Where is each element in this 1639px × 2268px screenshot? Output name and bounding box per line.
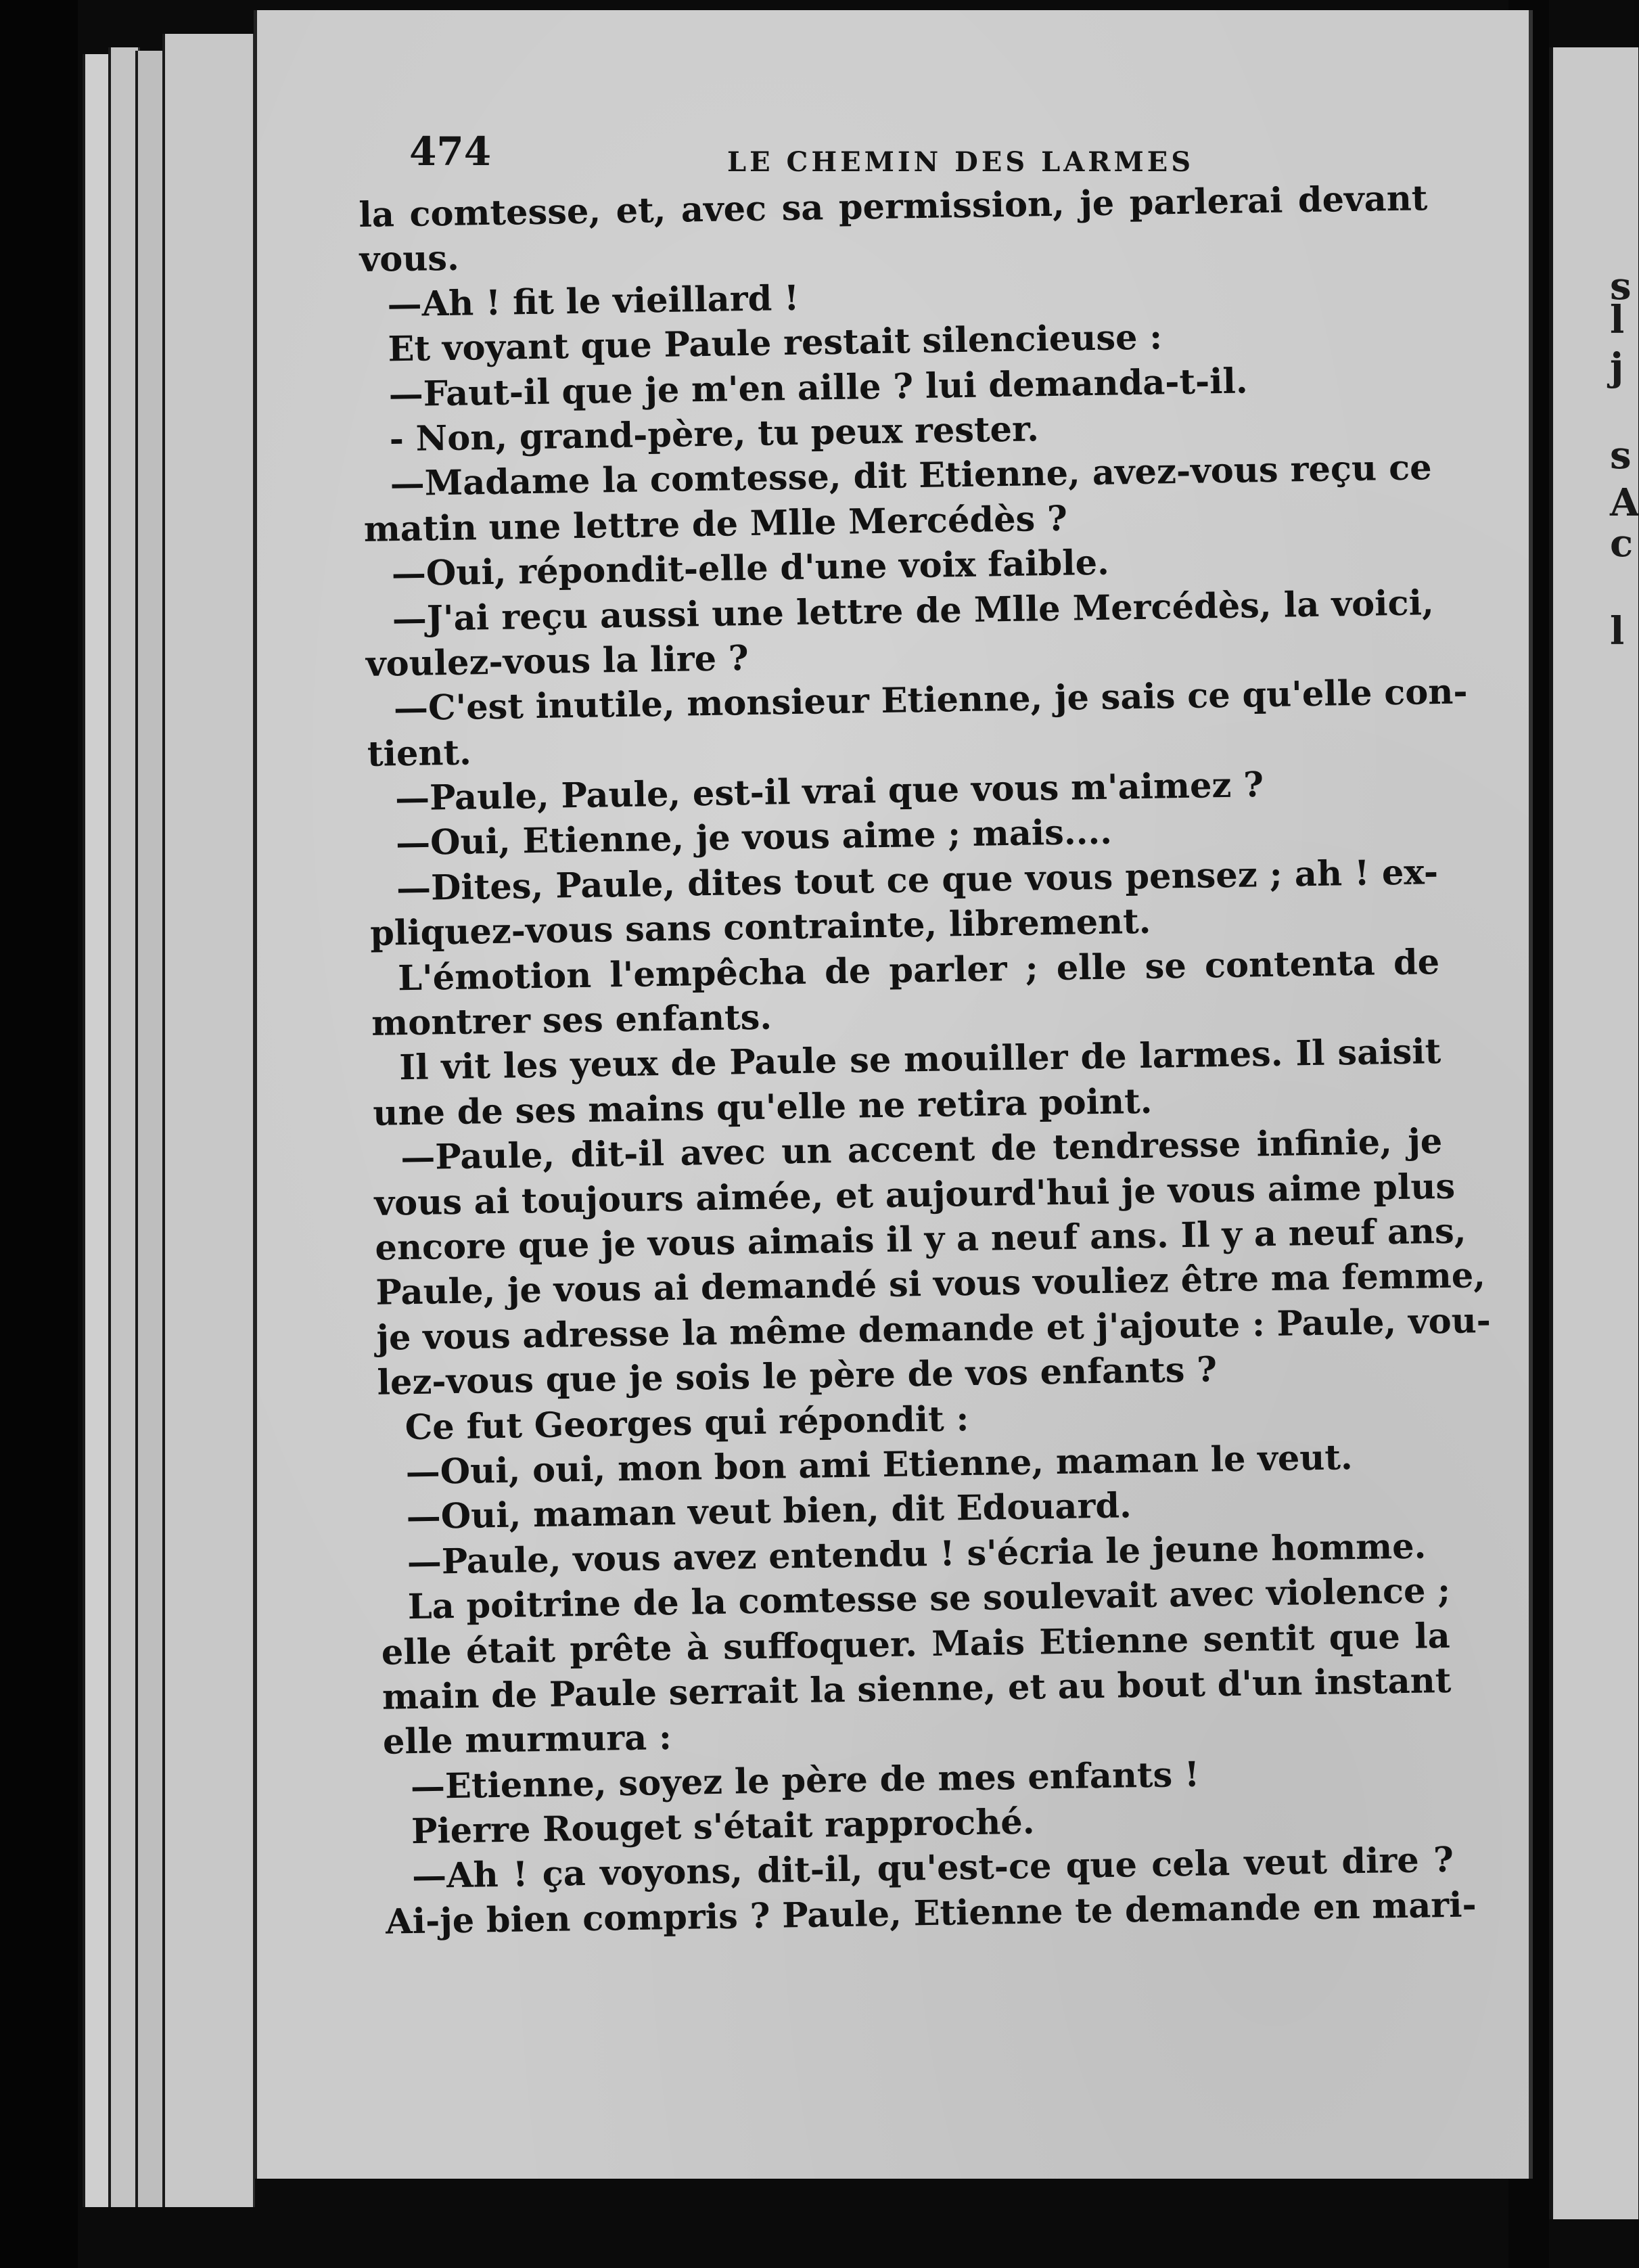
text-line: —Faut-il que je m'en aille ? lui demanda-t-il. (388, 360, 1249, 415)
text-line: —Ah ! fit le vieillard ! (387, 277, 800, 325)
text-line: encore que je vous aimais il y a neuf ans. Il y a neuf ans, (375, 1210, 1467, 1269)
text-line: —Oui, oui, mon bon ami Etienne, maman le veut. (405, 1437, 1354, 1493)
running-title: LE CHEMIN DES LARMES (727, 146, 1195, 178)
text-line: Ai-je bien compris ? Paule, Etienne te demande en mari- (385, 1884, 1477, 1943)
text-line: elle murmura : (382, 1717, 672, 1763)
text-line: —Ah ! ça voyons, dit-il, qu'est-ce que cela veut dire ? (411, 1840, 1454, 1897)
page-header (409, 129, 1410, 183)
text-line: —Oui, répondit-elle d'une voix faible. (391, 542, 1110, 595)
facing-page-fragment: l (1610, 609, 1625, 654)
facing-page-fragment: c (1610, 521, 1634, 566)
body-text (359, 176, 1492, 1945)
text-line: Et voyant que Paule restait silencieuse : (388, 317, 1163, 370)
text-line: Il vit les yeux de Paule se mouiller de larmes. Il saisit (398, 1031, 1441, 1089)
page-number: 474 (409, 129, 492, 175)
text-line: pliquez-vous sans contrainte, librement. (369, 901, 1151, 955)
text-line: main de Paule serrait la sienne, et au bout d'un instant (382, 1660, 1452, 1718)
left-dark-margin (0, 0, 78, 2268)
facing-page-fragment: l (1610, 298, 1625, 342)
text-line: Pierre Rouget s'était rapproché. (411, 1801, 1035, 1853)
text-line: —Madame la comtesse, dit Etienne, avez-vous reçu ce (390, 447, 1433, 505)
book-page (254, 10, 1529, 2179)
facing-page-fragment: j (1610, 345, 1624, 390)
text-line: —Paule, dit-il avec un accent de tendresse infinie, je (400, 1121, 1443, 1179)
text-line: je vous adresse la même demande et j'ajoute : Paule, vou- (376, 1300, 1492, 1359)
text-line: La poitrine de la comtesse se soulevait avec violence ; (407, 1570, 1451, 1628)
text-line: tient. (367, 732, 472, 775)
text-line: —C'est inutile, monsieur Etienne, je sais ce qu'elle con- (393, 671, 1468, 729)
text-line: —J'ai reçu aussi une lettre de Mlle Mercédès, la voici, (392, 582, 1435, 639)
text-line: —Dites, Paule, dites tout ce que vous pensez ; ah ! ex- (396, 851, 1439, 909)
text-line: Paule, je vous ai demandé si vous vouliez être ma femme, (375, 1255, 1486, 1314)
text-line: vous ai toujours aimée, et aujourd'hui je vous aime plus (373, 1166, 1456, 1224)
text-line: —Oui, Etienne, je vous aime ; mais.... (395, 812, 1113, 864)
text-line: —Oui, maman veut bien, dit Edouard. (406, 1485, 1132, 1538)
stacked-page-edge (162, 34, 255, 2207)
text-line: - Non, grand-père, tu peux rester. (389, 409, 1040, 460)
text-line: montrer ses enfants. (371, 997, 772, 1044)
facing-page-edge (1549, 47, 1638, 2219)
text-line: —Paule, Paule, est-il vrai que vous m'aimez ? (394, 765, 1264, 819)
text-line: la comtesse, et, avec sa permission, je parlerai devant (359, 178, 1428, 235)
text-line: Ce fut Georges qui répondit : (405, 1398, 969, 1448)
text-line: une de ses mains qu'elle ne retira point. (372, 1081, 1153, 1134)
text-line: elle était prête à suffoquer. Mais Etienne sentit que la (381, 1615, 1451, 1673)
text-line: lez-vous que je sois le père de vos enfants ? (377, 1349, 1218, 1403)
text-line: —Paule, vous avez entendu ! s'écria le jeune homme. (407, 1526, 1427, 1583)
facing-page-fragment: A (1610, 480, 1639, 525)
text-line: —Etienne, soyez le père de mes enfants ! (410, 1754, 1200, 1807)
facing-page-fragment: s (1610, 264, 1632, 309)
stacked-page-edge (83, 54, 112, 2207)
text-line: voulez-vous la lire ? (365, 637, 749, 685)
text-line: matin une lettre de Mlle Mercédès ? (363, 498, 1068, 550)
facing-page-fragment: s (1610, 433, 1632, 478)
text-line: L'émotion l'empêcha de parler ; elle se contenta de (397, 941, 1440, 999)
text-line: vous. (359, 238, 460, 281)
